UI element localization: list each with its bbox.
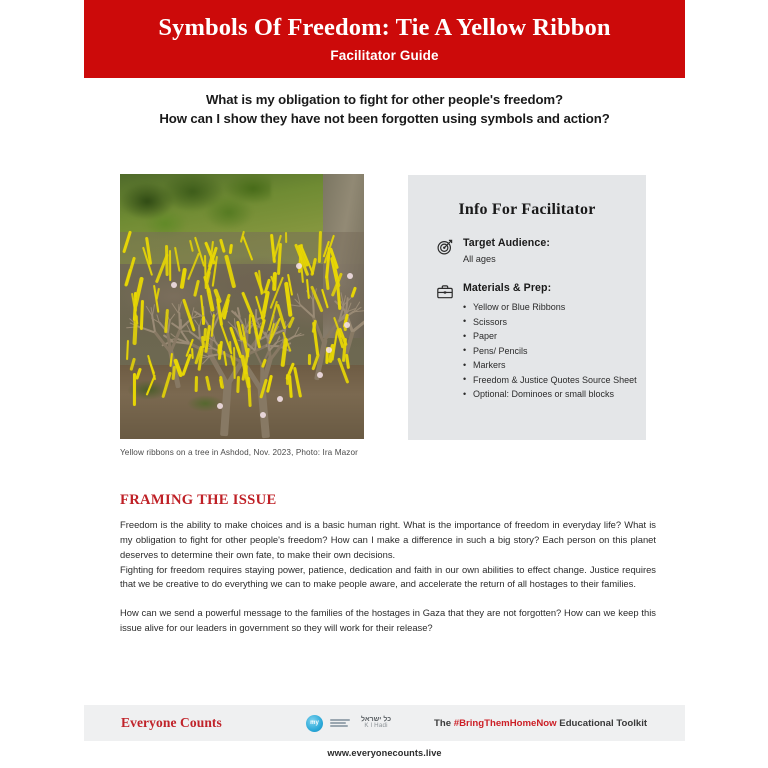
- materials-list-item: • Markers: [463, 358, 637, 373]
- materials-prep-label: Materials & Prep:: [463, 282, 552, 294]
- framing-paragraph-1: Freedom is the ability to make choices and is a basic human right. What is the importance of freedom in everyday life? What is my obligation to fight for other people's freedom? How can I make a difference in such a big story? Each person on this planet deserves to determine their own fate, to make their own decisions.: [120, 519, 656, 560]
- page-subtitle: Facilitator Guide: [330, 48, 439, 64]
- materials-list: [463, 300, 637, 402]
- kol-israel-logo-icon: [361, 716, 391, 730]
- info-for-facilitator-box: [408, 175, 646, 440]
- yellow-ribbon: [202, 316, 205, 325]
- blossom: [326, 347, 332, 353]
- materials-list-item: • Optional: Dominoes or small blocks: [463, 387, 637, 402]
- target-audience-value: All ages: [463, 254, 496, 264]
- footer-partner-logos: [306, 715, 391, 732]
- materials-list-item: • Yellow or Blue Ribbons: [463, 300, 637, 315]
- partner-circle-logo-icon: my: [306, 715, 323, 732]
- footer-brand: Everyone Counts: [121, 715, 222, 730]
- yellow-ribbon: [165, 245, 169, 276]
- essential-question-line-2: How can I show they have not been forgotten using symbols and action?: [159, 111, 610, 127]
- footer-tagline-prefix: The: [434, 717, 454, 729]
- materials-list-item: • Paper: [463, 329, 637, 344]
- header-banner: [84, 0, 685, 78]
- target-audience-row: [408, 237, 646, 264]
- info-box-title: Info For Facilitator: [458, 201, 596, 218]
- footer-url: www.everyonecounts.live: [327, 748, 442, 758]
- target-audience-label: Target Audience:: [463, 237, 550, 249]
- footer-hashtag: #BringThemHomeNow: [453, 717, 557, 729]
- blossom: [347, 273, 353, 279]
- blossom: [260, 412, 266, 418]
- blossom: [317, 372, 323, 378]
- yellow-ribbon: [169, 250, 171, 281]
- kol-israel-logo-hebrew: כל ישראל: [361, 716, 392, 724]
- framing-paragraph-2: Fighting for freedom requires staying power, patience, dedication and faith in our own abilities to effect change. Justice requires that we be creative to do everything we can to make people aware, and accelerate the return of all hostages to their families.: [120, 563, 656, 590]
- materials-list-item: • Freedom & Justice Quotes Source Sheet: [463, 373, 637, 388]
- materials-list-item: • Scissors: [463, 315, 637, 330]
- target-icon: [436, 238, 454, 256]
- essential-question-line-1: What is my obligation to fight for other people's freedom?: [205, 92, 564, 107]
- photo-caption: Yellow ribbons on a tree in Ashdod, Nov. 2023, Photo: Ira Mazor: [120, 448, 358, 457]
- footer-tagline-suffix: Educational Toolkit: [556, 717, 648, 729]
- briefcase-icon: [436, 283, 454, 301]
- framing-the-issue-section: [120, 492, 656, 636]
- kol-israel-logo-latin: K l Hadi: [364, 722, 388, 730]
- materials-prep-row: [408, 282, 646, 402]
- section-heading: FRAMING THE ISSUE: [120, 492, 277, 508]
- framing-paragraph-3: How can we send a powerful message to the families of the hostages in Gaza that they are not forgotten? How can we keep this issue alive for our leaders in government so they will work for their release?: [120, 607, 656, 634]
- essential-question: [84, 90, 685, 128]
- footer-tagline: [434, 718, 647, 729]
- yellow-ribbon: [194, 376, 198, 392]
- footer-bar: [84, 705, 685, 741]
- materials-list-item: • Pens/ Pencils: [463, 344, 637, 359]
- ribbon-tree-photo: [120, 174, 364, 439]
- photo-figure: [120, 174, 364, 439]
- partner-wordmark-icon: [330, 719, 350, 727]
- page-title: Symbols Of Freedom: Tie A Yellow Ribbon: [158, 13, 611, 41]
